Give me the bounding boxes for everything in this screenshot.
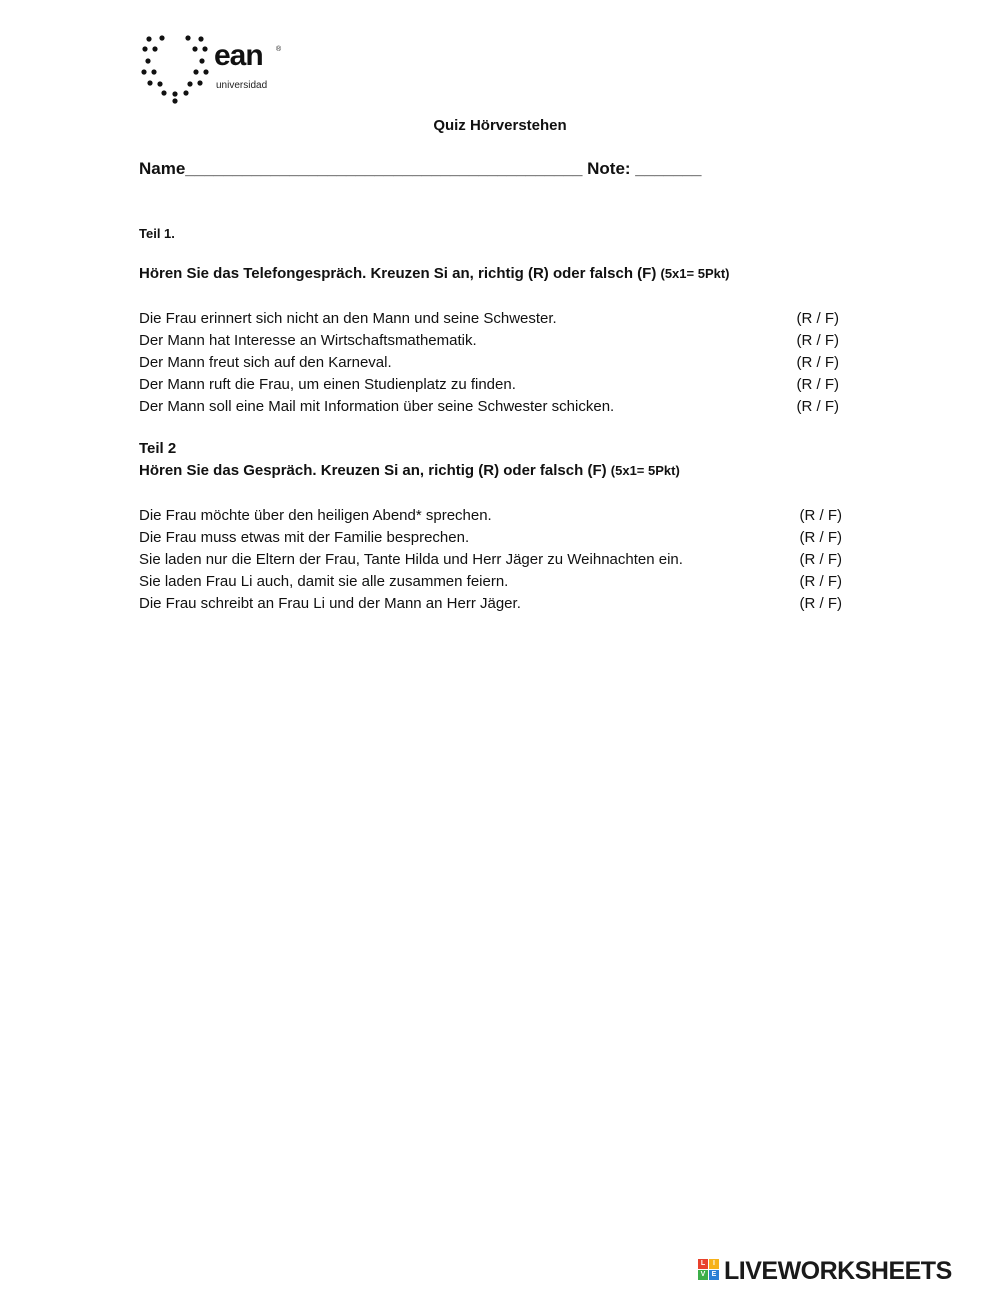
teil1-instruction-text: Hören Sie das Telefongespräch. Kreuzen Si an, richtig (R) oder falsch (F)	[139, 265, 657, 282]
true-false-choice[interactable]: (R / F)	[799, 573, 842, 590]
logo-wordmark: ean	[214, 39, 263, 72]
name-note-line: Name__________________________________________ Note: _______	[139, 159, 702, 178]
statement-text: Der Mann ruft die Frau, um einen Studienplatz zu finden.	[139, 376, 516, 393]
teil1-instruction	[139, 265, 730, 282]
list-item	[139, 571, 864, 593]
quiz-title: Quiz Hörverstehen	[433, 117, 567, 134]
ean-logo	[140, 34, 290, 104]
list-item	[139, 549, 864, 571]
list-item	[139, 330, 859, 352]
list-item	[139, 505, 864, 527]
statement-text: Der Mann freut sich auf den Karneval.	[139, 354, 392, 371]
statement-text: Die Frau muss etwas mit der Familie besprechen.	[139, 529, 470, 546]
teil1-statement-list	[139, 308, 859, 418]
teil2-points: (5x1= 5Pkt)	[610, 463, 680, 478]
teil1-heading: Teil 1.	[139, 226, 175, 241]
statement-text: Die Frau möchte über den heiligen Abend* sprechen.	[139, 507, 492, 524]
statement-text: Die Frau schreibt an Frau Li und der Mann an Herr Jäger.	[139, 595, 521, 612]
liveworksheets-wordmark: LIVEWORKSHEETS	[724, 1257, 952, 1285]
badge-letter: E	[709, 1270, 719, 1280]
list-item	[139, 396, 859, 418]
teil2-instruction	[139, 462, 680, 479]
true-false-choice[interactable]: (R / F)	[799, 507, 842, 524]
teil2-heading: Teil 2	[139, 440, 177, 457]
true-false-choice[interactable]: (R / F)	[796, 310, 839, 327]
list-item	[139, 374, 859, 396]
list-item	[139, 352, 859, 374]
list-item	[139, 593, 864, 615]
statement-text: Der Mann soll eine Mail mit Information über seine Schwester schicken.	[139, 398, 615, 415]
teil1-points: (5x1= 5Pkt)	[660, 266, 730, 281]
list-item	[139, 308, 859, 330]
true-false-choice[interactable]: (R / F)	[796, 376, 839, 393]
badge-letter: V	[698, 1270, 708, 1280]
ean-dots-logo-icon	[140, 34, 210, 104]
true-false-choice[interactable]: (R / F)	[799, 551, 842, 568]
logo-subtitle: universidad	[216, 80, 268, 91]
true-false-choice[interactable]: (R / F)	[796, 332, 839, 349]
badge-letter: L	[698, 1259, 708, 1269]
list-item	[139, 527, 864, 549]
true-false-choice[interactable]: (R / F)	[796, 354, 839, 371]
teil2-instruction-text: Hören Sie das Gespräch. Kreuzen Si an, richtig (R) oder falsch (F)	[139, 462, 607, 479]
true-false-choice[interactable]: (R / F)	[799, 529, 842, 546]
liveworksheets-logo	[698, 1257, 994, 1283]
statement-text: Der Mann hat Interesse an Wirtschaftsmathematik.	[139, 332, 477, 349]
true-false-choice[interactable]: (R / F)	[799, 595, 842, 612]
logo-registered-mark: ®	[276, 46, 282, 53]
true-false-choice[interactable]: (R / F)	[796, 398, 839, 415]
liveworksheets-badge-icon	[698, 1259, 720, 1281]
badge-letter: I	[709, 1259, 719, 1269]
statement-text: Sie laden nur die Eltern der Frau, Tante Hilda und Herr Jäger zu Weihnachten ein.	[139, 551, 683, 568]
teil2-statement-list	[139, 505, 864, 615]
statement-text: Sie laden Frau Li auch, damit sie alle zusammen feiern.	[139, 573, 509, 590]
statement-text: Die Frau erinnert sich nicht an den Mann und seine Schwester.	[139, 310, 557, 327]
